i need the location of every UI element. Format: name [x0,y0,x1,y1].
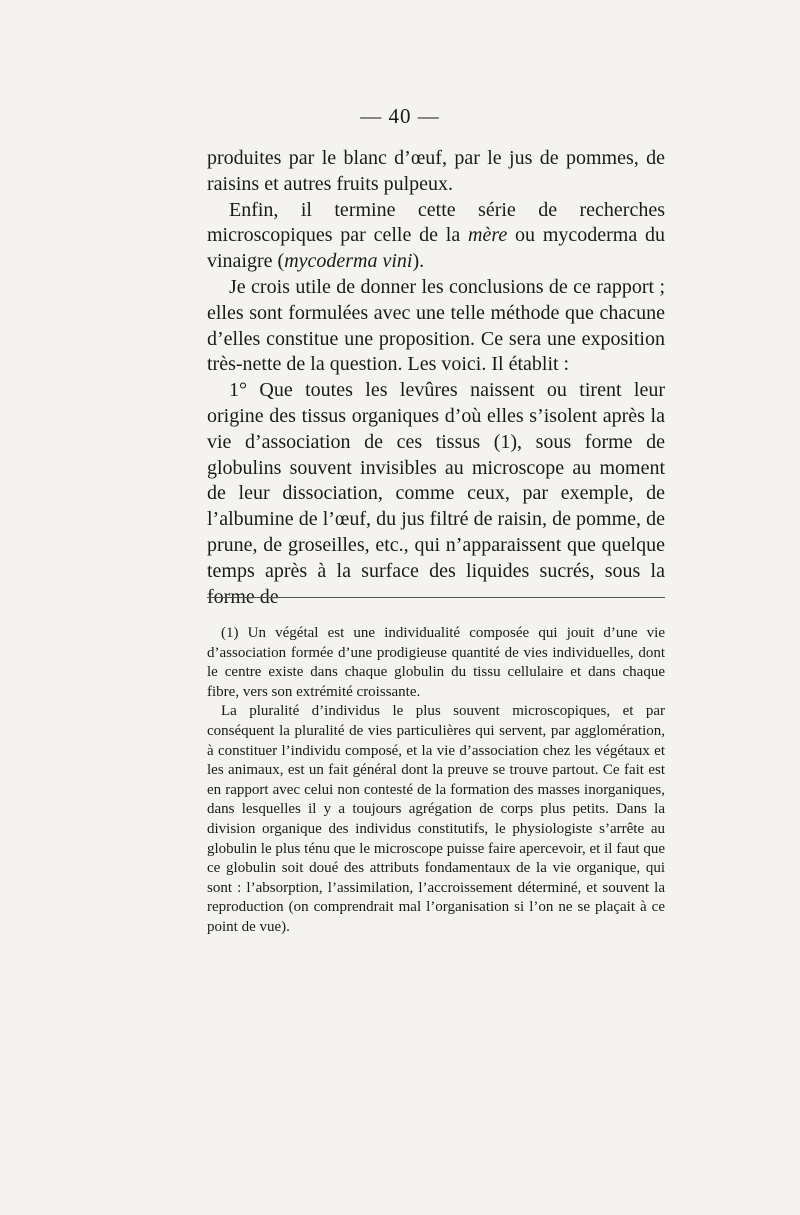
paragraph-2-start: Enfin, il termine cette série de recherches microscopiques par celle de la [207,198,665,247]
main-text [207,146,665,610]
paragraph-2 [207,198,665,275]
paragraph-2-end: ). [412,250,425,273]
paragraph-3: Je crois utile de donner les conclusions de ce rapport ; elles sont formulées avec une telle méthode que chacune d’elles constitue une proposition. Ce sera une exposition très-nette de la question. Les voici. Il établit : [207,275,665,376]
paragraph-1: produites par le blanc d’œuf, par le jus de pommes, de raisins et autres fruits pulpeux. [207,147,665,195]
paragraph-2-mid: ou mycoderma du vinaigre ( [207,224,666,273]
page-number: — 40 — [360,104,440,128]
footnote-paragraph-1: (1) Un végétal est une individualité composée qui jouit d’une vie d’association formée d’une prodigieuse quantité de vies individuelles, dont le centre existe dans chaque globulin du tissu cellulaire et dans chaque fibre, vers son extrémité croissante. [207,625,665,700]
footnote-separator [207,597,665,598]
italic-term-mycoderma-vini: mycoderma vini [284,250,413,273]
italic-term-mere: mère [468,224,508,247]
footnote [207,624,665,938]
paragraph-4: 1° Que toutes les levûres naissent ou tirent leur origine des tissus organiques d’où elles s’isolent après la vie d’association de ces tissus (1), sous forme de globulins souvent invisibles au microscope au moment de leur dissociation, comme ceux, par exemple, de l’albumine de l’œuf, du jus filtré de raisin, de pomme, de prune, de groseilles, etc., qui n’apparaissent que quelque temps après à la surface des liquides sucrés, sous la forme de [207,379,665,608]
footnote-paragraph-2: La pluralité d’individus le plus souvent microscopiques, et par conséquent la pluralité de vies particulières qui servent, par agglomération, à constituer l’individu composé, et la vie d’association chez les végétaux et les animaux, est un fait général dont la preuve se trouve partout. Ce fait est en rapport avec celui non contesté de la formation des masses inorganiques, dans lesquelles il y a toujours agrégation de corps plus petits. Dans la division organique des individus constitutifs, le physiologiste s’arrête au globulin le plus ténu que le microscope puisse faire apercevoir, et il faut que ce globulin soit doué des attributs fondamentaux de la vie organique, qui sont : l’absorption, l’assimilation, l’accroissement déterminé, et souvent la reproduction (on comprendrait mal l’organisation si l’on ne se plaçait à ce point de vue). [207,703,665,935]
